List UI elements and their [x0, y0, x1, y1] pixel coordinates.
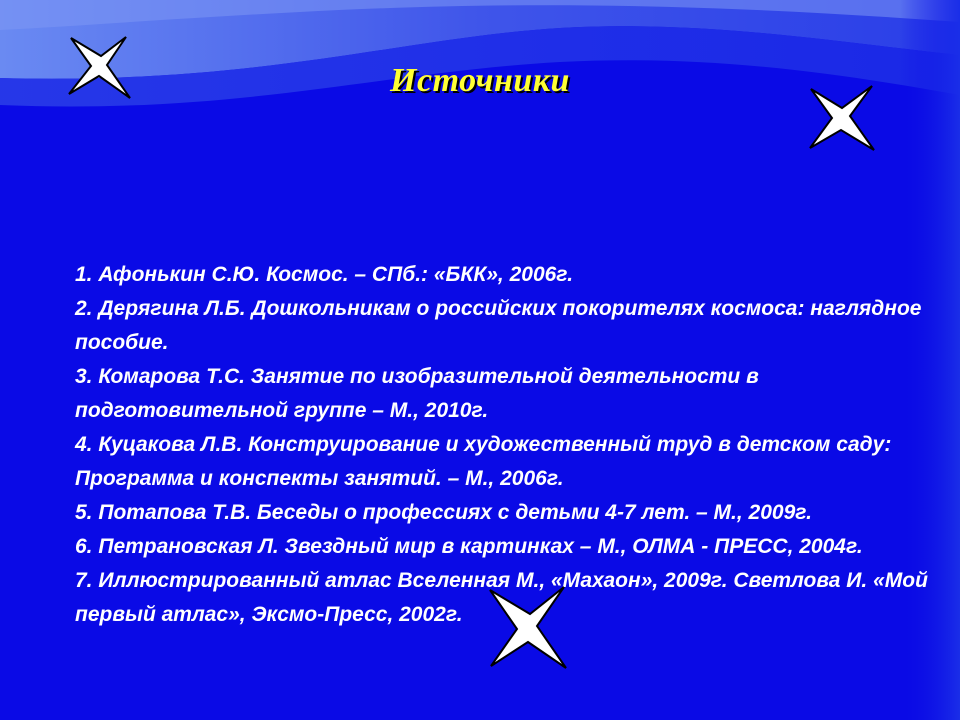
- reference-item: 5. Потапова Т.В. Беседы о профессиях с детьми 4-7 лет. – М., 2009г.: [75, 501, 813, 524]
- references-list: [75, 258, 935, 632]
- star-icon: [484, 582, 570, 674]
- reference-item: 6. Петрановская Л. Звездный мир в картинках – М., ОЛМА - ПРЕСС, 2004г.: [75, 535, 863, 558]
- slide-title: Источники: [390, 62, 570, 99]
- reference-item: 4. Куцакова Л.В. Конструирование и художественный труд в детском саду: Программа и конспекты занятий. – М., 2006г.: [75, 433, 892, 490]
- reference-item: 7. Иллюстрированный атлас Вселенная М., «Махаон», 2009г. Светлова И. «Мой первый атлас», Эксмо-Пресс, 2002г.: [75, 569, 928, 626]
- reference-item: 1. Афонькин С.Ю. Космос. – СПб.: «БКК», 2006г.: [75, 263, 574, 286]
- reference-item: 2. Дерягина Л.Б. Дошкольникам о российских покорителях космоса: наглядное пособие.: [75, 297, 922, 354]
- reference-item: 3. Комарова Т.С. Занятие по изобразительной деятельности в подготовительной группе – М., 2010г.: [75, 365, 759, 422]
